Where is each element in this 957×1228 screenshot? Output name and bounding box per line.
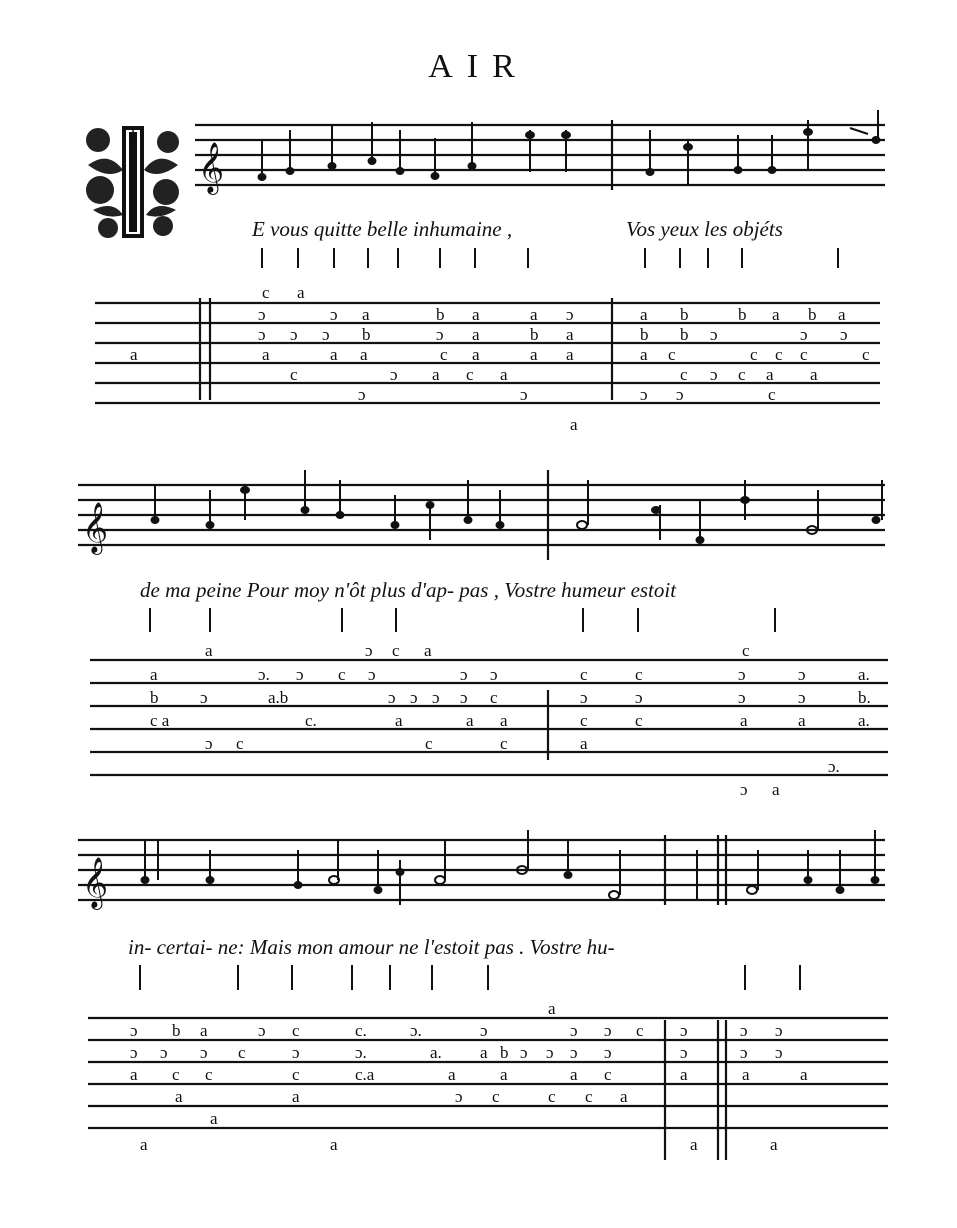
svg-text:ɔ: ɔ <box>798 665 806 684</box>
svg-text:c: c <box>635 711 643 730</box>
svg-text:a: a <box>620 1087 628 1106</box>
svg-text:c a: c a <box>150 711 170 730</box>
svg-text:a: a <box>130 345 138 364</box>
svg-text:ɔ: ɔ <box>130 1043 138 1062</box>
lyrics-line2: de ma peine Pour moy n'ôt plus d'ap- pas , Vostre humeur estoit <box>140 578 677 602</box>
svg-text:c: c <box>466 365 474 384</box>
svg-text:c: c <box>604 1065 612 1084</box>
svg-text:c: c <box>262 283 270 302</box>
svg-text:a: a <box>770 1135 778 1154</box>
svg-text:a: a <box>566 325 574 344</box>
svg-text:a.b: a.b <box>268 688 289 707</box>
svg-text:ɔ: ɔ <box>680 1043 688 1062</box>
svg-text:ɔ: ɔ <box>258 1021 266 1040</box>
svg-text:ɔ: ɔ <box>546 1043 554 1062</box>
svg-text:ɔ: ɔ <box>200 1043 208 1062</box>
svg-text:a: a <box>800 1065 808 1084</box>
svg-text:a: a <box>175 1087 183 1106</box>
svg-text:a: a <box>472 345 480 364</box>
svg-text:ɔ: ɔ <box>710 325 718 344</box>
svg-text:a.: a. <box>858 665 870 684</box>
svg-text:a: a <box>570 1065 578 1084</box>
svg-text:ɔ: ɔ <box>604 1021 612 1040</box>
svg-text:c: c <box>205 1065 213 1084</box>
svg-text:ɔ: ɔ <box>604 1043 612 1062</box>
svg-text:ɔ: ɔ <box>296 665 304 684</box>
svg-text:ɔ: ɔ <box>798 688 806 707</box>
page-title: AIR <box>428 48 529 85</box>
svg-text:ɔ: ɔ <box>800 325 808 344</box>
svg-text:c: c <box>580 711 588 730</box>
svg-text:c: c <box>236 734 244 753</box>
svg-text:ɔ: ɔ <box>490 665 498 684</box>
notes-system-1 <box>259 110 880 185</box>
svg-text:a: a <box>130 1065 138 1084</box>
svg-text:ɔ: ɔ <box>205 734 213 753</box>
svg-text:a: a <box>466 711 474 730</box>
svg-text:ɔ: ɔ <box>365 641 373 660</box>
treble-clef-icon: 𝄞 <box>82 502 109 553</box>
svg-text:ɔ: ɔ <box>322 325 330 344</box>
svg-text:c: c <box>862 345 870 364</box>
tab-staff-3 <box>88 1018 888 1160</box>
svg-text:a: a <box>772 305 780 324</box>
svg-text:a: a <box>500 365 508 384</box>
svg-text:a: a <box>640 305 648 324</box>
svg-text:a: a <box>530 345 538 364</box>
svg-text:ɔ.: ɔ. <box>828 757 840 776</box>
svg-text:ɔ: ɔ <box>388 688 396 707</box>
svg-text:c: c <box>425 734 433 753</box>
svg-text:c: c <box>172 1065 180 1084</box>
svg-text:ɔ: ɔ <box>390 365 398 384</box>
svg-text:ɔ: ɔ <box>676 385 684 404</box>
svg-text:a: a <box>570 415 578 434</box>
svg-text:c: c <box>750 345 758 364</box>
svg-text:b: b <box>436 305 445 324</box>
initial-letter: I <box>130 125 136 142</box>
treble-clef-icon: 𝄞 <box>198 142 225 193</box>
svg-text:ɔ: ɔ <box>290 325 298 344</box>
svg-text:a: a <box>640 345 648 364</box>
svg-text:a: a <box>580 734 588 753</box>
svg-text:a: a <box>292 1087 300 1106</box>
vocal-staff-2 <box>78 470 885 560</box>
svg-text:c: c <box>768 385 776 404</box>
svg-text:a: a <box>772 780 780 799</box>
svg-text:ɔ: ɔ <box>258 325 266 344</box>
notes-system-3 <box>142 830 879 905</box>
svg-text:c: c <box>290 365 298 384</box>
svg-text:ɔ: ɔ <box>358 385 366 404</box>
svg-text:c: c <box>580 665 588 684</box>
svg-text:a: a <box>205 641 213 660</box>
svg-text:ɔ: ɔ <box>460 665 468 684</box>
svg-text:a: a <box>210 1109 218 1128</box>
svg-text:a: a <box>680 1065 688 1084</box>
svg-text:b: b <box>680 305 689 324</box>
svg-text:ɔ: ɔ <box>368 665 376 684</box>
svg-text:b: b <box>530 325 539 344</box>
svg-text:ɔ: ɔ <box>570 1021 578 1040</box>
tab-staff-2 <box>90 660 888 775</box>
svg-text:b: b <box>172 1021 181 1040</box>
svg-text:ɔ: ɔ <box>455 1087 463 1106</box>
svg-text:a: a <box>297 283 305 302</box>
svg-text:ɔ: ɔ <box>740 1021 748 1040</box>
svg-text:ɔ: ɔ <box>258 305 266 324</box>
svg-text:c: c <box>680 365 688 384</box>
svg-text:c: c <box>668 345 676 364</box>
svg-text:a: a <box>360 345 368 364</box>
svg-text:a: a <box>480 1043 488 1062</box>
svg-text:a: a <box>150 665 158 684</box>
notes-system-2 <box>152 470 883 543</box>
svg-text:ɔ: ɔ <box>480 1021 488 1040</box>
svg-text:a: a <box>548 999 556 1018</box>
svg-text:b: b <box>680 325 689 344</box>
vocal-staff-1 <box>195 120 885 190</box>
svg-text:c: c <box>635 665 643 684</box>
svg-text:ɔ.: ɔ. <box>355 1043 367 1062</box>
svg-text:ɔ: ɔ <box>566 305 574 324</box>
svg-text:a: a <box>500 1065 508 1084</box>
lyrics-line1-a: E vous quitte belle inhumaine , <box>252 217 513 241</box>
svg-text:a: a <box>566 345 574 364</box>
svg-text:a: a <box>448 1065 456 1084</box>
svg-text:a: a <box>810 365 818 384</box>
svg-text:a.: a. <box>430 1043 442 1062</box>
svg-text:c: c <box>490 688 498 707</box>
svg-text:ɔ.: ɔ. <box>258 665 270 684</box>
svg-text:ɔ: ɔ <box>520 385 528 404</box>
svg-text:b: b <box>150 688 159 707</box>
svg-text:c: c <box>238 1043 246 1062</box>
svg-text:c: c <box>585 1087 593 1106</box>
svg-text:ɔ: ɔ <box>160 1043 168 1062</box>
svg-text:a: a <box>798 711 806 730</box>
svg-text:c.a: c.a <box>355 1065 375 1084</box>
svg-text:a: a <box>330 345 338 364</box>
svg-text:b: b <box>362 325 371 344</box>
svg-text:a: a <box>362 305 370 324</box>
svg-text:c: c <box>500 734 508 753</box>
rhythm-signs-2 <box>150 608 775 632</box>
tab-staff-1 <box>95 298 880 403</box>
svg-text:a: a <box>766 365 774 384</box>
svg-text:a: a <box>690 1135 698 1154</box>
svg-text:c: c <box>742 641 750 660</box>
svg-text:ɔ: ɔ <box>570 1043 578 1062</box>
svg-text:ɔ: ɔ <box>840 325 848 344</box>
lyrics-line1-b: Vos yeux les objéts <box>626 217 783 241</box>
svg-text:a.: a. <box>858 711 870 730</box>
svg-text:a: a <box>472 325 480 344</box>
svg-text:ɔ: ɔ <box>738 665 746 684</box>
rhythm-signs-3 <box>140 965 800 990</box>
svg-text:c.: c. <box>305 711 317 730</box>
svg-text:a: a <box>330 1135 338 1154</box>
svg-text:b.: b. <box>858 688 871 707</box>
svg-text:a: a <box>200 1021 208 1040</box>
svg-text:ɔ: ɔ <box>775 1021 783 1040</box>
svg-text:a: a <box>500 711 508 730</box>
svg-text:ɔ: ɔ <box>635 688 643 707</box>
svg-text:b: b <box>500 1043 509 1062</box>
svg-text:a: a <box>740 711 748 730</box>
svg-text:c: c <box>392 641 400 660</box>
svg-text:b: b <box>738 305 747 324</box>
svg-text:ɔ: ɔ <box>410 688 418 707</box>
tablature-letters <box>130 283 871 1154</box>
svg-text:ɔ: ɔ <box>520 1043 528 1062</box>
svg-text:a: a <box>140 1135 148 1154</box>
svg-text:ɔ: ɔ <box>775 1043 783 1062</box>
svg-text:ɔ: ɔ <box>130 1021 138 1040</box>
treble-clef-icon: 𝄞 <box>82 857 109 908</box>
svg-text:a: a <box>742 1065 750 1084</box>
svg-text:c: c <box>440 345 448 364</box>
svg-text:ɔ: ɔ <box>740 780 748 799</box>
svg-text:c: c <box>548 1087 556 1106</box>
svg-text:c: c <box>492 1087 500 1106</box>
svg-text:ɔ: ɔ <box>432 688 440 707</box>
svg-text:a: a <box>262 345 270 364</box>
svg-text:a: a <box>395 711 403 730</box>
svg-text:c: c <box>292 1065 300 1084</box>
svg-text:ɔ: ɔ <box>680 1021 688 1040</box>
svg-text:a: a <box>424 641 432 660</box>
svg-text:ɔ.: ɔ. <box>410 1021 422 1040</box>
lyrics-line3: in- certai- ne: Mais mon amour ne l'estoit pas . Vostre hu- <box>128 935 615 959</box>
svg-text:ɔ: ɔ <box>640 385 648 404</box>
svg-text:a: a <box>530 305 538 324</box>
svg-text:c: c <box>738 365 746 384</box>
svg-text:c.: c. <box>355 1021 367 1040</box>
svg-text:c: c <box>338 665 346 684</box>
svg-text:ɔ: ɔ <box>710 365 718 384</box>
svg-text:a: a <box>838 305 846 324</box>
svg-text:ɔ: ɔ <box>738 688 746 707</box>
svg-text:c: c <box>636 1021 644 1040</box>
svg-text:ɔ: ɔ <box>200 688 208 707</box>
svg-text:c: c <box>800 345 808 364</box>
svg-text:ɔ: ɔ <box>292 1043 300 1062</box>
vocal-staff-3 <box>78 835 885 905</box>
svg-text:b: b <box>640 325 649 344</box>
svg-text:ɔ: ɔ <box>580 688 588 707</box>
svg-text:ɔ: ɔ <box>740 1043 748 1062</box>
rhythm-signs-1 <box>262 248 838 268</box>
svg-text:a: a <box>432 365 440 384</box>
svg-text:a: a <box>472 305 480 324</box>
svg-text:c: c <box>292 1021 300 1040</box>
svg-text:c: c <box>775 345 783 364</box>
svg-text:b: b <box>808 305 817 324</box>
svg-text:ɔ: ɔ <box>330 305 338 324</box>
svg-text:ɔ: ɔ <box>460 688 468 707</box>
svg-text:ɔ: ɔ <box>436 325 444 344</box>
